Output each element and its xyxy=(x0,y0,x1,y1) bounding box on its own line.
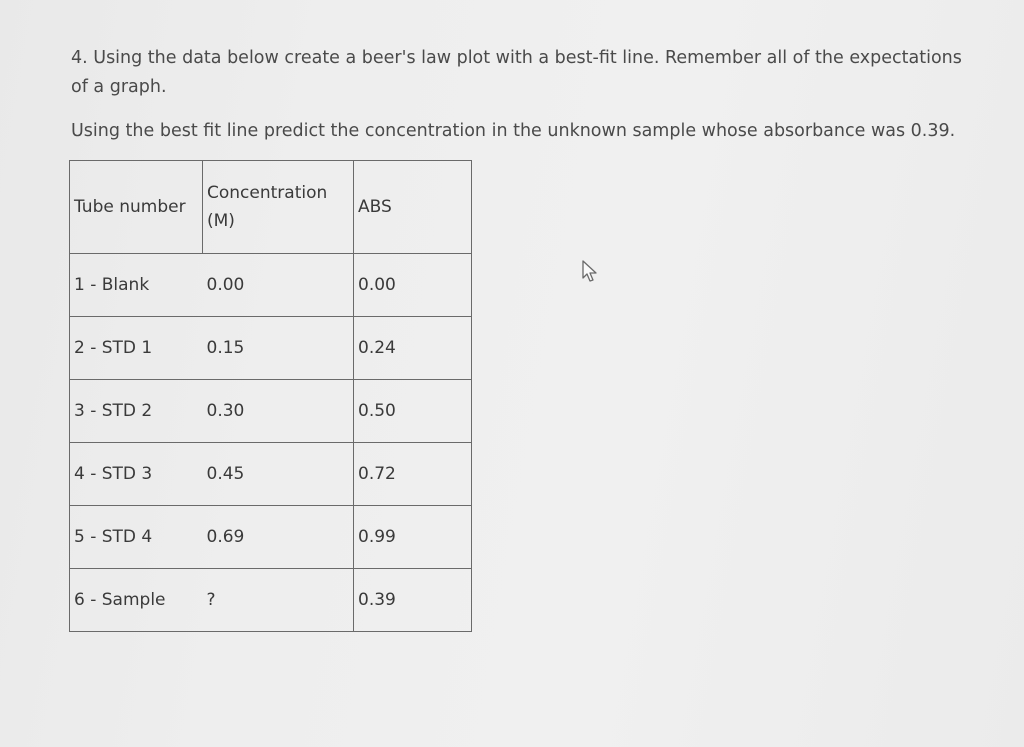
concentration-cell: 0.00 xyxy=(203,254,354,317)
table-row xyxy=(70,506,472,569)
concentration-cell: 0.30 xyxy=(203,380,354,443)
header-concentration: Concentration (M) xyxy=(203,161,354,254)
concentration-cell: ? xyxy=(203,569,354,632)
table-header-row xyxy=(70,161,472,254)
abs-cell: 0.99 xyxy=(354,506,472,569)
abs-cell: 0.39 xyxy=(354,569,472,632)
data-table xyxy=(69,160,472,632)
table-row xyxy=(70,443,472,506)
table-row xyxy=(70,317,472,380)
table-row xyxy=(70,254,472,317)
concentration-cell: 0.69 xyxy=(203,506,354,569)
table-row xyxy=(70,569,472,632)
tube-number-cell: 3 - STD 2 xyxy=(70,380,203,443)
abs-cell: 0.24 xyxy=(354,317,472,380)
abs-cell: 0.72 xyxy=(354,443,472,506)
question-text: 4. Using the data below create a beer's law plot with a best-fit line. Remember all of the expectations of a graph. xyxy=(71,48,962,97)
header-tube-number: Tube number xyxy=(70,161,203,254)
tube-number-cell: 6 - Sample xyxy=(70,569,203,632)
abs-cell: 0.50 xyxy=(354,380,472,443)
tube-number-cell: 4 - STD 3 xyxy=(70,443,203,506)
concentration-cell: 0.15 xyxy=(203,317,354,380)
mouse-pointer-icon xyxy=(581,260,599,282)
header-abs: ABS xyxy=(354,161,472,254)
tube-number-cell: 5 - STD 4 xyxy=(70,506,203,569)
table-row xyxy=(70,380,472,443)
tube-number-cell: 2 - STD 1 xyxy=(70,317,203,380)
concentration-cell: 0.45 xyxy=(203,443,354,506)
abs-cell: 0.00 xyxy=(354,254,472,317)
tube-number-cell: 1 - Blank xyxy=(70,254,203,317)
instruction-text: Using the best fit line predict the concentration in the unknown sample whose absorbance was 0.39. xyxy=(71,121,956,141)
